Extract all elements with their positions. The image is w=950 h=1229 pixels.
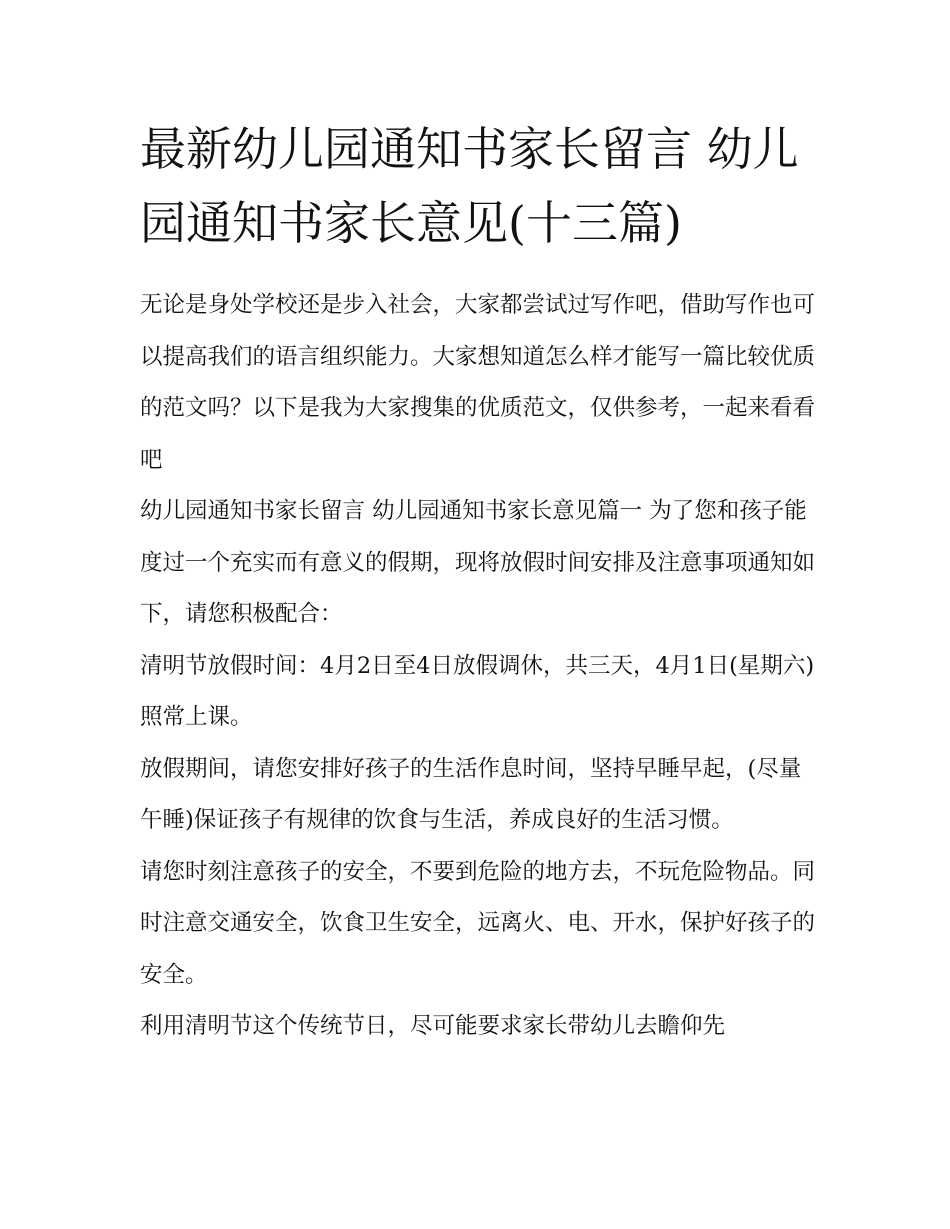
paragraph-schedule: 放假期间，请您安排好孩子的生活作息时间，坚持早睡早起，(尽量午睡)保证孩子有规律的饮食与生活，养成良好的生活习惯。 [140, 755, 802, 833]
paragraph-safety: 请您时刻注意孩子的安全，不要到危险的地方去，不玩危险物品。同时注意交通安全，饮食卫生安全，远离火、电、开水，保护好孩子的安全。 [140, 858, 816, 988]
paragraph-intro: 无论是身处学校还是步入社会，大家都尝试过写作吧，借助写作也可以提高我们的语言组织能力。大家想知道怎么样才能写一篇比较优质的范文吗？以下是我为大家搜集的优质范文，仅供参考，一起来看看吧 [140, 292, 816, 473]
document-body [140, 280, 820, 1053]
document-title: 最新幼儿园通知书家长留言 幼儿园通知书家长意见(十三篇) [140, 122, 799, 250]
paragraph-holiday-time: 清明节放假时间：4月2日至4日放假调休，共三天，4月1日(星期六)照常上课。 [140, 652, 815, 730]
paragraph-notice-intro: 幼儿园通知书家长留言 幼儿园通知书家长意见篇一 为了您和孩子能度过一个充实而有意义的假期，现将放假时间安排及注意事项通知如下，请您积极配合： [140, 498, 816, 627]
paragraph-tradition: 利用清明节这个传统节日，尽可能要求家长带幼儿去瞻仰先 [140, 1013, 726, 1039]
